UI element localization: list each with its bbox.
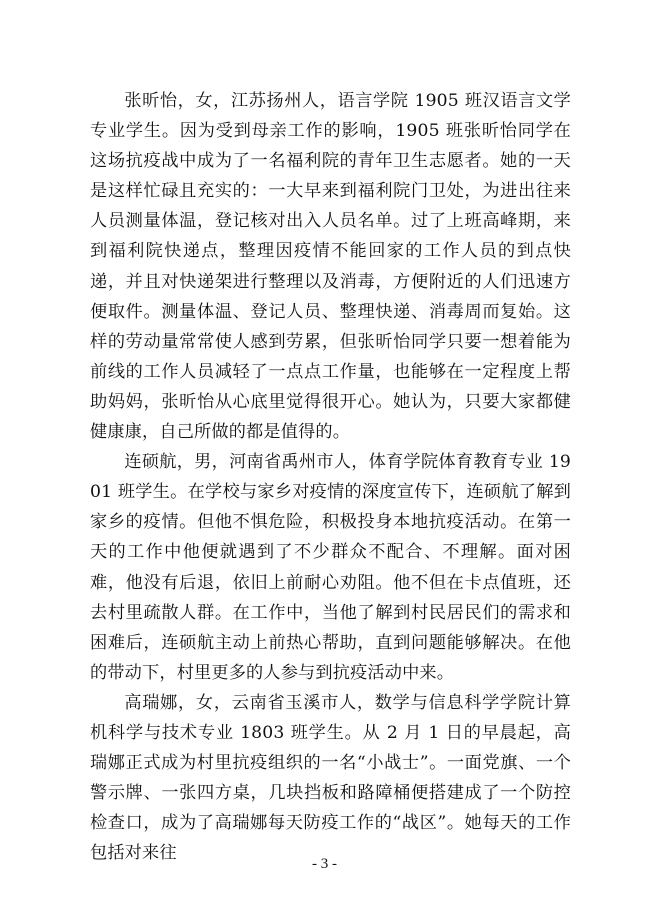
paragraph-gao-ruina: 高瑞娜，女，云南省玉溪市人，数学与信息科学学院计算机科学与技术专业 1803 班学生。从 2 月 1 日的早晨起，高瑞娜正式成为村里抗疫组织的一名“小战士”。一面党旗、一个警示牌、一张四方桌，几块挡板和路障桶便搭建成了一个防控检查口，成为了高瑞娜每天防疫工作的“战区”。她每天的工作包括对来往	[90, 692, 571, 864]
paragraph-lian-shuohang: 连硕航，男，河南省禹州市人，体育学院体育教育专业 1901 班学生。在学校与家乡对疫情的深度宣传下，连硕航了解到家乡的疫情。但他不惧危险，积极投身本地抗疫活动。在第一天的工作中他便就遇到了不少群众不配合、不理解。面对困难，他没有后退，依旧上前耐心劝阻。他不但在卡点值班，还去村里疏散人群。在工作中，当他了解到村民居民们的需求和困难后，连硕航主动上前热心帮助，直到问题能够解决。在他的带动下，村里更多的人参与到抗疫活动中来。	[90, 452, 571, 683]
page-number: - 3 -	[312, 856, 337, 872]
document-body	[90, 86, 571, 868]
paragraph-zhang-xinyi: 张昕怡，女，江苏扬州人，语言学院 1905 班汉语言文学专业学生。因为受到母亲工作的影响，1905 班张昕怡同学在这场抗疫战中成为了一名福利院的青年卫生志愿者。她的一天是这样忙碌且充实的：一大早来到福利院门卫处，为进出往来人员测量体温，登记核对出入人员名单。过了上班高峰期，来到福利院快递点，整理因疫情不能回家的工作人员的到点快递，并且对快递架进行整理以及消毒，方便附近的人们迅速方便取件。测量体温、登记人员、整理快递、消毒周而复始。这样的劳动量常常使人感到劳累，但张昕怡同学只要一想着能为前线的工作人员减轻了一点点工作量，也能够在一定程度上帮助妈妈，张昕怡从心底里觉得很开心。她认为，只要大家都健健康康，自己所做的都是值得的。	[90, 91, 571, 443]
